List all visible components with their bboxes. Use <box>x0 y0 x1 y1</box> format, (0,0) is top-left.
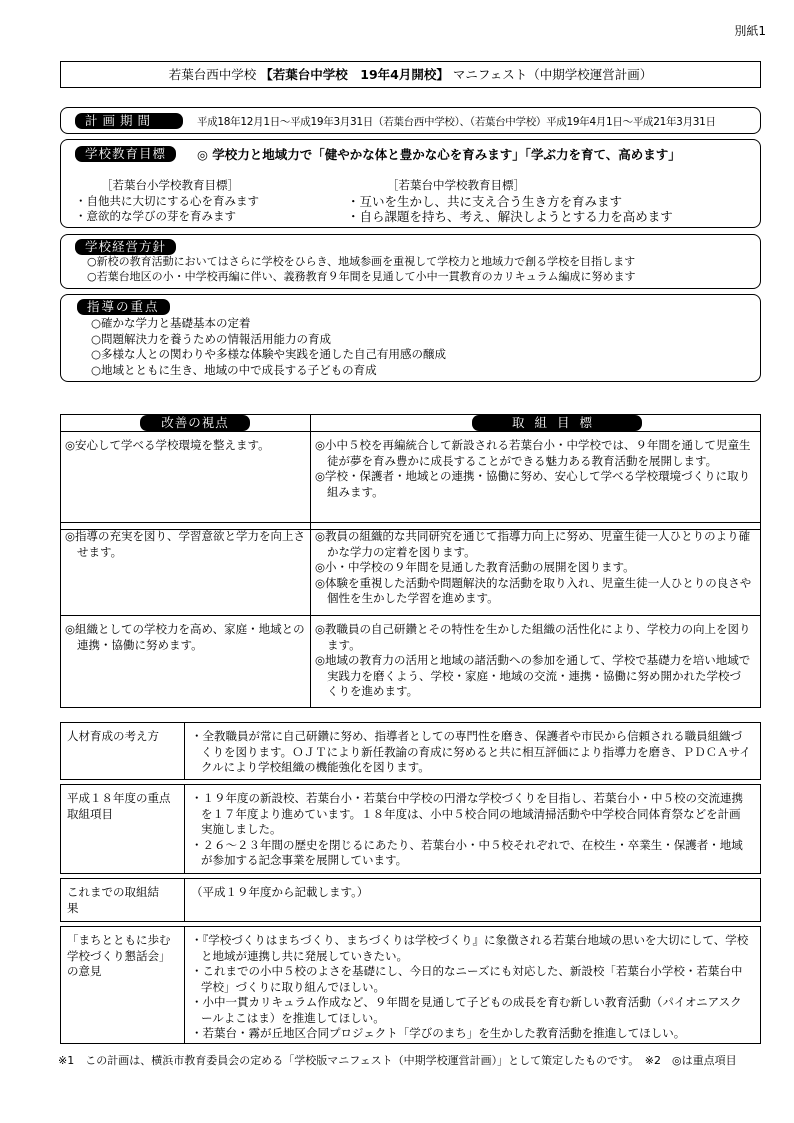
focus-label: 指導の重点 <box>77 299 170 315</box>
details-label: これまでの取組結果 <box>67 885 159 915</box>
policy-list <box>87 255 636 284</box>
junior-goals-heading: ［若葉台中学校教育目標］ <box>387 178 525 192</box>
improvement-goal: ◎地域の教育力の活用と地域の諸活動への参加を通して、学校で基礎力を培い地域で実践力を磨くよう、学校・家庭・地域の交流・連携・協働に努め開かれた学校づくりを進めます。 <box>315 653 751 698</box>
focus-list <box>91 316 446 378</box>
focus-item: ○多様な人との関わりや多様な体験や実践を通した自己有用感の醸成 <box>91 347 447 361</box>
improvement-row-1-view-cell <box>60 432 311 530</box>
policy-item: ○若葉台地区の小・中学校再編に伴い、義務教育９年間を見通して小中一貫教育のカリキュラム編成に努めます <box>87 269 636 283</box>
details-row-3-content-cell <box>184 878 761 922</box>
details-label: 平成１８年度の重点取組項目 <box>67 791 171 821</box>
details-row-3-label-cell <box>60 878 185 922</box>
title-rest: マニフェスト（中期学校運営計画） <box>452 67 653 82</box>
improvement-table <box>60 414 761 708</box>
details-item: ・小中一貫カリキュラム作成など、９年間を見通して子どもの成長を育む新しい教育活動（パイオニアスクールよこはま）を推進してほしい。 <box>191 995 742 1025</box>
junior-goals <box>347 178 673 225</box>
period-box <box>60 107 761 134</box>
period-text: 平成18年12月1日～平成19年3月31日（若葉台西中学校）、（若葉台中学校）平成19年4月1日～平成21年3月31日 <box>197 116 716 128</box>
title-school: 若葉台西中学校 <box>168 67 257 82</box>
improvement-goal: ◎教職員の自己研鑽とその特性を生かした組織の活性化により、学校力の向上を図ります。 <box>315 622 751 652</box>
improvement-goal: ◎小中５校を再編統合して新設される若葉台小・中学校では、９年間を通して児童生徒が夢を育み豊かに成長することができる魅力ある教育活動を展開します。 <box>315 438 751 468</box>
improvement-view: ◎安心して学べる学校環境を整えます。 <box>65 438 270 452</box>
improvement-row-2-view-cell <box>60 522 311 616</box>
details-item: ・これまでの小中５校のよさを基礎にし、今日的なニーズにも対応した、新設校「若葉台小学校・若葉台中学校」づくりに取り組んでほしい。 <box>191 964 743 994</box>
details-item: ・『学校づくりはまちづくり、まちづくりは学校づくり』に象徴される若葉台地域の思いを大切にして、学校と地域が連携し共に発展していきたい。 <box>191 933 749 963</box>
elementary-goals <box>75 178 259 225</box>
improvement-view: ◎指導の充実を図り、学習意欲と学力を向上させます。 <box>65 529 306 559</box>
document-title <box>60 61 761 88</box>
junior-goal-item: ・自ら課題を持ち、考え、解決しようとする力を高めます <box>347 209 673 224</box>
improvement-goal: ◎体験を重視した活動や問題解決的な活動を取り入れ、児童生徒一人ひとりの良さや個性を生かした学習を進めます。 <box>315 575 752 605</box>
details-table <box>60 722 761 1044</box>
focus-box <box>60 294 761 382</box>
details-row-4-content-cell <box>184 926 761 1044</box>
focus-item: ○確かな学力と基礎基本の定着 <box>91 316 251 330</box>
junior-goal-item: ・互いを生かし、共に支え合う生き方を育みます <box>347 193 623 209</box>
details-item: ・若葉台・霧が丘地区合同プロジェクト「学びのまち」を生かした教育活動を推進してほしい。 <box>191 1026 686 1040</box>
title-bracket: 【若葉台中学校 19年4月開校】 <box>260 67 449 82</box>
details-row-4-label-cell <box>60 926 185 1044</box>
improvement-right-header: 取組目標 <box>472 415 642 431</box>
details-label: 「まちとともに歩む学校づくり懇話会」の意見 <box>67 933 171 978</box>
details-item: ・２６～２３年間の歴史を閉じるにあたり、若葉台小・中５校それぞれで、在校生・卒業生・保護者・地域が参加する記念事業を展開しています。 <box>191 837 743 867</box>
details-row-2-content-cell <box>184 784 761 874</box>
goals-headline: ◎ 学校力と地域力で「健やかな体と豊かな心を育みます」「学ぶ力を育て、高めます」 <box>197 147 681 162</box>
details-row-2-label-cell <box>60 784 185 874</box>
details-row-1-content-cell <box>184 722 761 780</box>
details-label: 人材育成の考え方 <box>67 729 159 743</box>
improvement-goal: ◎教員の組織的な共同研究を通じて指導力向上に努め、児童生徒一人ひとりのより確かな学力の定着を図ります。 <box>315 529 751 559</box>
policy-label: 学校経営方針 <box>75 239 176 255</box>
goals-label: 学校教育目標 <box>75 146 176 162</box>
elementary-goal-item: ・自他共に大切にする心を育みます <box>75 193 259 208</box>
improvement-left-header: 改善の視点 <box>140 415 250 431</box>
improvement-goal: ◎小・中学校の９年間を見通した教育活動の展開を図ります。 <box>315 560 635 574</box>
improvement-goal: ◎学校・保護者・地域との連携・協働に努め、安心して学べる学校環境づくりに取り組みます。 <box>315 469 751 499</box>
improvement-row-1-goals-cell <box>310 432 761 530</box>
elementary-goals-heading: ［若葉台小学校教育目標］ <box>101 178 239 192</box>
improvement-row-3-view-cell <box>60 616 311 708</box>
focus-item: ○問題解決力を養うための情報活用能力の育成 <box>91 331 332 346</box>
annex-label: 別紙1 <box>734 24 766 38</box>
elementary-goal-item: ・意欲的な学びの芽を育みます <box>75 209 236 223</box>
improvement-row-2-goals-cell <box>310 522 761 616</box>
details-row-1-label-cell <box>60 722 185 780</box>
policy-box <box>60 234 761 289</box>
details-item: ・全教職員が常に自己研鑽に努め、指導者としての専門性を磨き、保護者や市民から信頼される職員組織づくりを図ります。ＯＪＴにより新任教諭の育成に努めると共に相互評価により指導力を磨き、ＰＤＣＡサイクルにより学校組織の機能強化を図ります。 <box>191 729 751 774</box>
improvement-row-3-goals-cell <box>310 616 761 708</box>
improvement-view: ◎組織としての学校力を高め、家庭・地域との連携・協働に努めます。 <box>65 622 305 652</box>
policy-item: ○新校の教育活動においてはさらに学校をひらき、地域参画を重視して学校力と地域力で創る学校を目指します <box>87 255 636 268</box>
period-label: 計画期間 <box>75 113 183 129</box>
details-item: （平成１９年度から記載します。） <box>191 885 369 899</box>
footnote: ※1 この計画は、横浜市教育委員会の定める「学校版マニフェスト（中期学校運営計画）」として策定したものです。 ※2 ◎は重点項目 <box>58 1054 737 1067</box>
goals-box <box>60 139 761 228</box>
details-item: ・１９年度の新設校、若葉台小・若葉台中学校の円滑な学校づくりを目指し、若葉台小・中５校の交流連携を１７年度より進めています。１８年度は、小中５校合同の地域清掃活動や中学校合同体育祭などを計画実施しました。 <box>191 791 743 836</box>
focus-item: ○地域とともに生き、地域の中で成長する子どもの育成 <box>91 362 377 377</box>
